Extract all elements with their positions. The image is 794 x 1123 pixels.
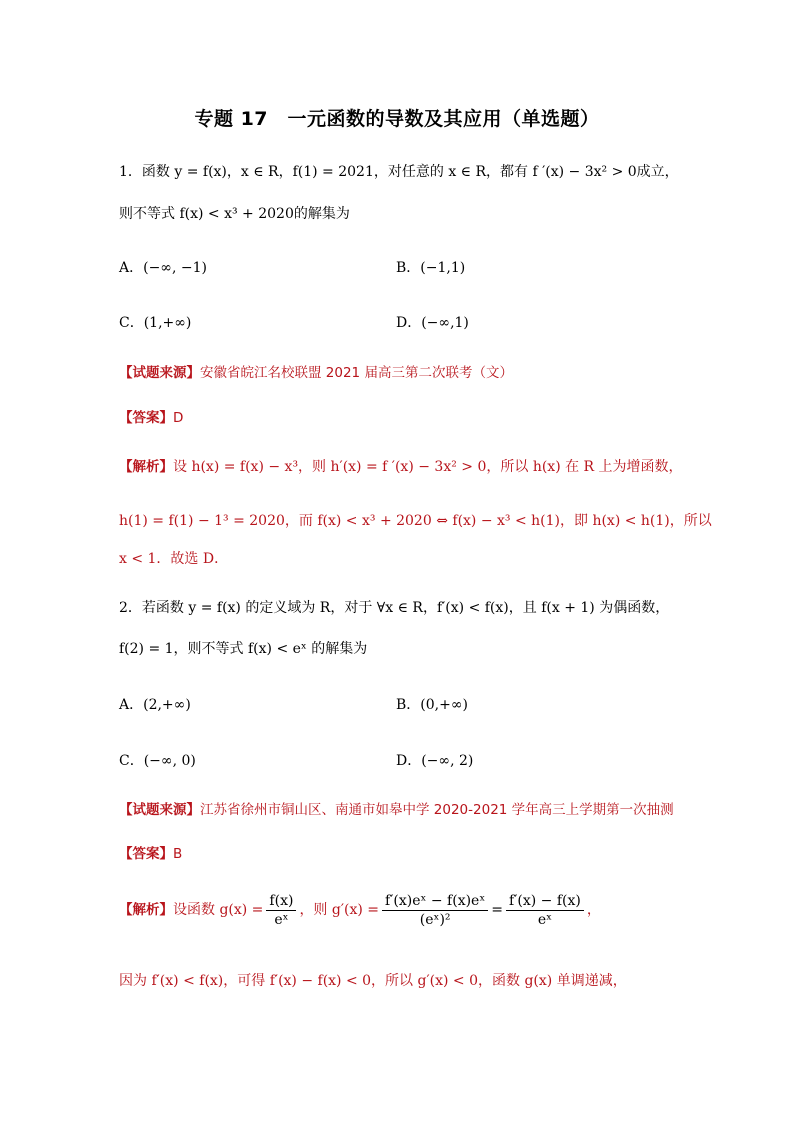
q1-analysis-line3: x < 1．故选 D． xyxy=(119,551,229,567)
q1-source-tag: 【试题来源】 xyxy=(119,365,200,381)
q2-source xyxy=(119,799,674,821)
q1-answer-value: D xyxy=(173,410,184,426)
q1-analysis-tag: 【解析】 xyxy=(119,459,173,475)
q2-fraction-2-numerator: f′(x)eˣ − f(x)eˣ xyxy=(382,892,488,911)
q2-answer-tag: 【答案】 xyxy=(119,846,173,862)
q2-analysis-line2: 因为 f′(x) < f(x)，可得 f′(x) − f(x) < 0，所以 g′(x) < 0，函数 g(x) 单调递减， xyxy=(119,973,627,989)
q2-answer-value: B xyxy=(173,846,183,862)
q2-analysis-comma: ， xyxy=(586,902,601,918)
q2-option-c: C．(−∞, 0) xyxy=(119,753,196,769)
q2-stem-line1: 2．若函数 y = f(x) 的定义域为 R，对于 ∀x ∈ R，f′(x) < f(x)，且 f(x + 1) 为偶函数， xyxy=(119,600,670,616)
q2-analysis-tag: 【解析】 xyxy=(119,902,173,918)
page-title: 专题 17 一元函数的导数及其应用（单选题） xyxy=(194,108,600,130)
q2-source-tag: 【试题来源】 xyxy=(119,802,200,818)
q1-option-a: A．(−∞, −1) xyxy=(119,260,207,276)
q1-stem-line2: 则不等式 f(x) < x³ + 2020的解集为 xyxy=(119,206,350,222)
q1-analysis-line2: h(1) = f(1) − 1³ = 2020，而 f(x) < x³ + 2020 ⇔ f(x) − x³ < h(1)，即 h(x) < h(1)，所以 xyxy=(119,513,712,529)
q1-option-d: D．(−∞,1) xyxy=(396,315,469,331)
q2-source-text: 江苏省徐州市铜山区、南通市如皋中学 2020-2021 学年高三上学期第一次抽测 xyxy=(200,802,674,818)
q2-option-d: D．(−∞, 2) xyxy=(396,753,474,769)
q1-answer xyxy=(119,407,183,429)
q2-fraction-2 xyxy=(382,892,488,929)
q1-option-c: C．(1,+∞) xyxy=(119,315,192,331)
q1-analysis-text1: 设 h(x) = f(x) − x³，则 h′(x) = f ′(x) − 3x² > 0，所以 h(x) 在 R 上为增函数， xyxy=(173,459,683,475)
q1-analysis-line1 xyxy=(119,456,683,478)
q1-stem-line1: 1．函数 y = f(x)，x ∈ R，f(1) = 2021，对任意的 x ∈ R，都有 f ′(x) − 3x² > 0成立， xyxy=(119,164,679,180)
q2-fraction-1-numerator: f(x) xyxy=(266,892,296,911)
q2-equals-sign: = xyxy=(491,902,504,918)
q2-analysis-mid: ，则 g′(x) = xyxy=(299,902,380,918)
q1-answer-tag: 【答案】 xyxy=(119,410,173,426)
q2-fraction-3-numerator: f′(x) − f(x) xyxy=(506,892,584,911)
q2-fraction-3-denominator: eˣ xyxy=(537,911,553,928)
q2-analysis-pre: 设函数 g(x) = xyxy=(173,902,264,918)
q2-option-a: A．(2,+∞) xyxy=(119,697,191,713)
q2-fraction-1 xyxy=(266,892,296,929)
q2-stem-line2: f(2) = 1，则不等式 f(x) < eˣ 的解集为 xyxy=(119,641,368,657)
q2-fraction-1-denominator: eˣ xyxy=(274,911,289,928)
q2-option-b: B．(0,+∞) xyxy=(396,697,468,713)
q2-fraction-2-denominator: (eˣ)² xyxy=(419,911,451,928)
q1-source-text: 安徽省皖江名校联盟 2021 届高三第二次联考（文） xyxy=(200,365,513,381)
q1-option-b: B．(−1,1) xyxy=(396,260,466,276)
q1-source xyxy=(119,362,513,384)
q2-analysis-line1 xyxy=(119,890,601,930)
q2-fraction-3 xyxy=(506,892,584,929)
q2-answer xyxy=(119,843,182,865)
